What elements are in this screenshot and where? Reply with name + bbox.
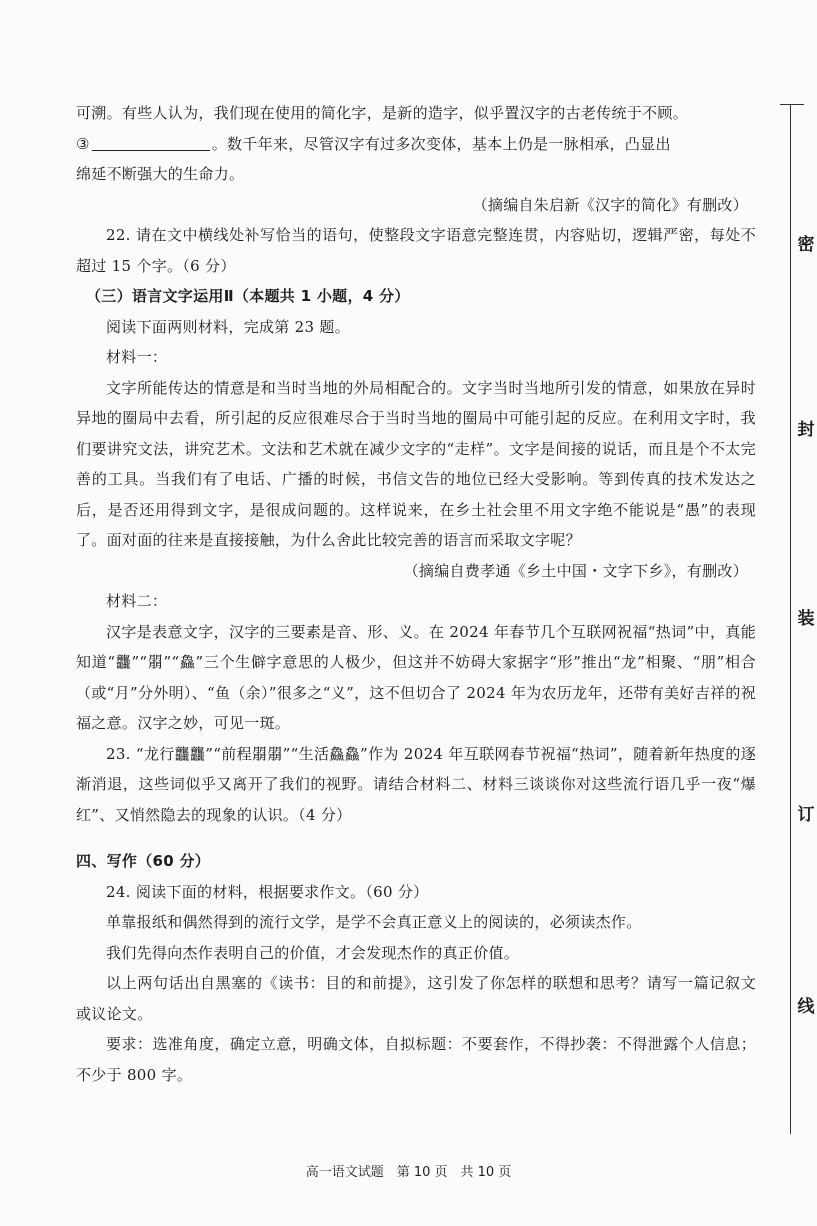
passage-line-1: 可溯。有些人认为，我们现在使用的简化字，是新的造字，似乎置汉字的古老传统于不顾。: [76, 104, 689, 122]
writing-requirements: 要求：选准角度，确定立意，明确文体，自拟标题：不要套作，不得抄袭：不得泄露个人信息；不少于 800 字。: [76, 1035, 756, 1084]
binding-char-ding: 订: [797, 805, 815, 825]
question-24: 24. 阅读下面的材料，根据要求作文。（60 分）: [106, 882, 429, 901]
spacer: [76, 830, 756, 846]
section-4-title: 四、写作（60 分）: [76, 852, 211, 870]
section-3-title: （三）语言文字运用Ⅱ（本题共 1 小题，4 分）: [86, 287, 410, 305]
material-1-text: 文字所能传达的情意是和当时当地的外局相配合的。文字当时当地所引发的情意，如果放在异时异地的圈局中去看，所引起的反应很难尽合于当时当地的圈局中可能引起的反应。在利用文字时，我们要讲究文法，讲究艺术。文法和艺术就在减少文字的“走样”。文字是间接的说话，而且是个不太完善的工具。当我们有了电话、广播的时候，书信文告的地位已经大受影响。等到传真的技术发达之后，是否还用得到文字，是很成问题的。这样说来，在乡土社会里不用文字绝不能说是“愚”的表现了。面对面的往来是直接接触，为什么舍此比较完善的语言而采取文字呢？: [76, 378, 756, 549]
passage-line-2-rest: 。数千年来，尽管汉字有过多次变体，基本上仍是一脉相承，凸显出: [211, 134, 671, 153]
material-2-text: 汉字是表意文字，汉字的三要素是音、形、义。在 2024 年春节几个互联网祝福“热词”中，真能知道“龘”“朤”“鱻”三个生僻字意思的人极少，但这并不妨碍大家据字“形”推出“龙”相聚、“朋”相合（或“月”分外明）、“鱼（余）”很多之“义”，这不但切合了 2024 年为农历龙年，还带有美好吉祥的祝福之意。汉字之妙，可见一斑。: [76, 622, 756, 732]
blank-label: ③: [76, 134, 90, 153]
quote-2: 我们先得向杰作表明自己的价值，才会发现杰作的真正价值。: [106, 943, 520, 962]
binding-line: [790, 104, 791, 1134]
page-content: [76, 98, 756, 1090]
page-footer: 高一语文试题 第 10 页 共 10 页: [305, 1165, 512, 1180]
binding-char-feng: 封: [797, 420, 815, 440]
source-citation-1: （摘编自朱启新《汉字的简化》有删改）: [472, 195, 748, 214]
answer-blank[interactable]: [92, 136, 210, 151]
binding-line-top-tick: [780, 104, 804, 105]
material-1-label: 材料一：: [106, 348, 168, 366]
binding-char-zhuang: 装: [797, 609, 815, 629]
source-citation-2: （摘编自费孝通《乡土中国・文字下乡》，有删改）: [403, 561, 748, 580]
writing-prompt: 以上两句话出自黑塞的《读书：目的和前提》，这引发了你怎样的联想和思考？请写一篇记叙文或议论文。: [76, 974, 756, 1023]
question-22: 22. 请在文中横线处补写恰当的语句，使整段文字语意完整连贯，内容贴切，逻辑严密，每处不超过 15 个字。（6 分）: [76, 226, 756, 275]
question-23: 23. “龙行龘龘”“前程朤朤”“生活鱻鱻”作为 2024 年互联网春节祝福“热词”，随着新年热度的逐渐消退，这些词似乎又离开了我们的视野。请结合材料二、材料三谈谈你对这些流行语几乎一夜“爆红”、又悄然隐去的现象的认识。（4 分）: [76, 744, 756, 824]
quote-1: 单靠报纸和偶然得到的流行文学，是学不会真正意义上的阅读的，必须读杰作。: [106, 913, 642, 931]
binding-char-xian: 线: [797, 997, 815, 1017]
instruction-23: 阅读下面两则材料，完成第 23 题。: [106, 317, 351, 336]
passage-line-3: 绵延不断强大的生命力。: [76, 165, 245, 183]
binding-char-mi: 密: [797, 235, 815, 255]
passage-line-2: [76, 129, 756, 160]
material-2-label: 材料二：: [106, 592, 168, 610]
